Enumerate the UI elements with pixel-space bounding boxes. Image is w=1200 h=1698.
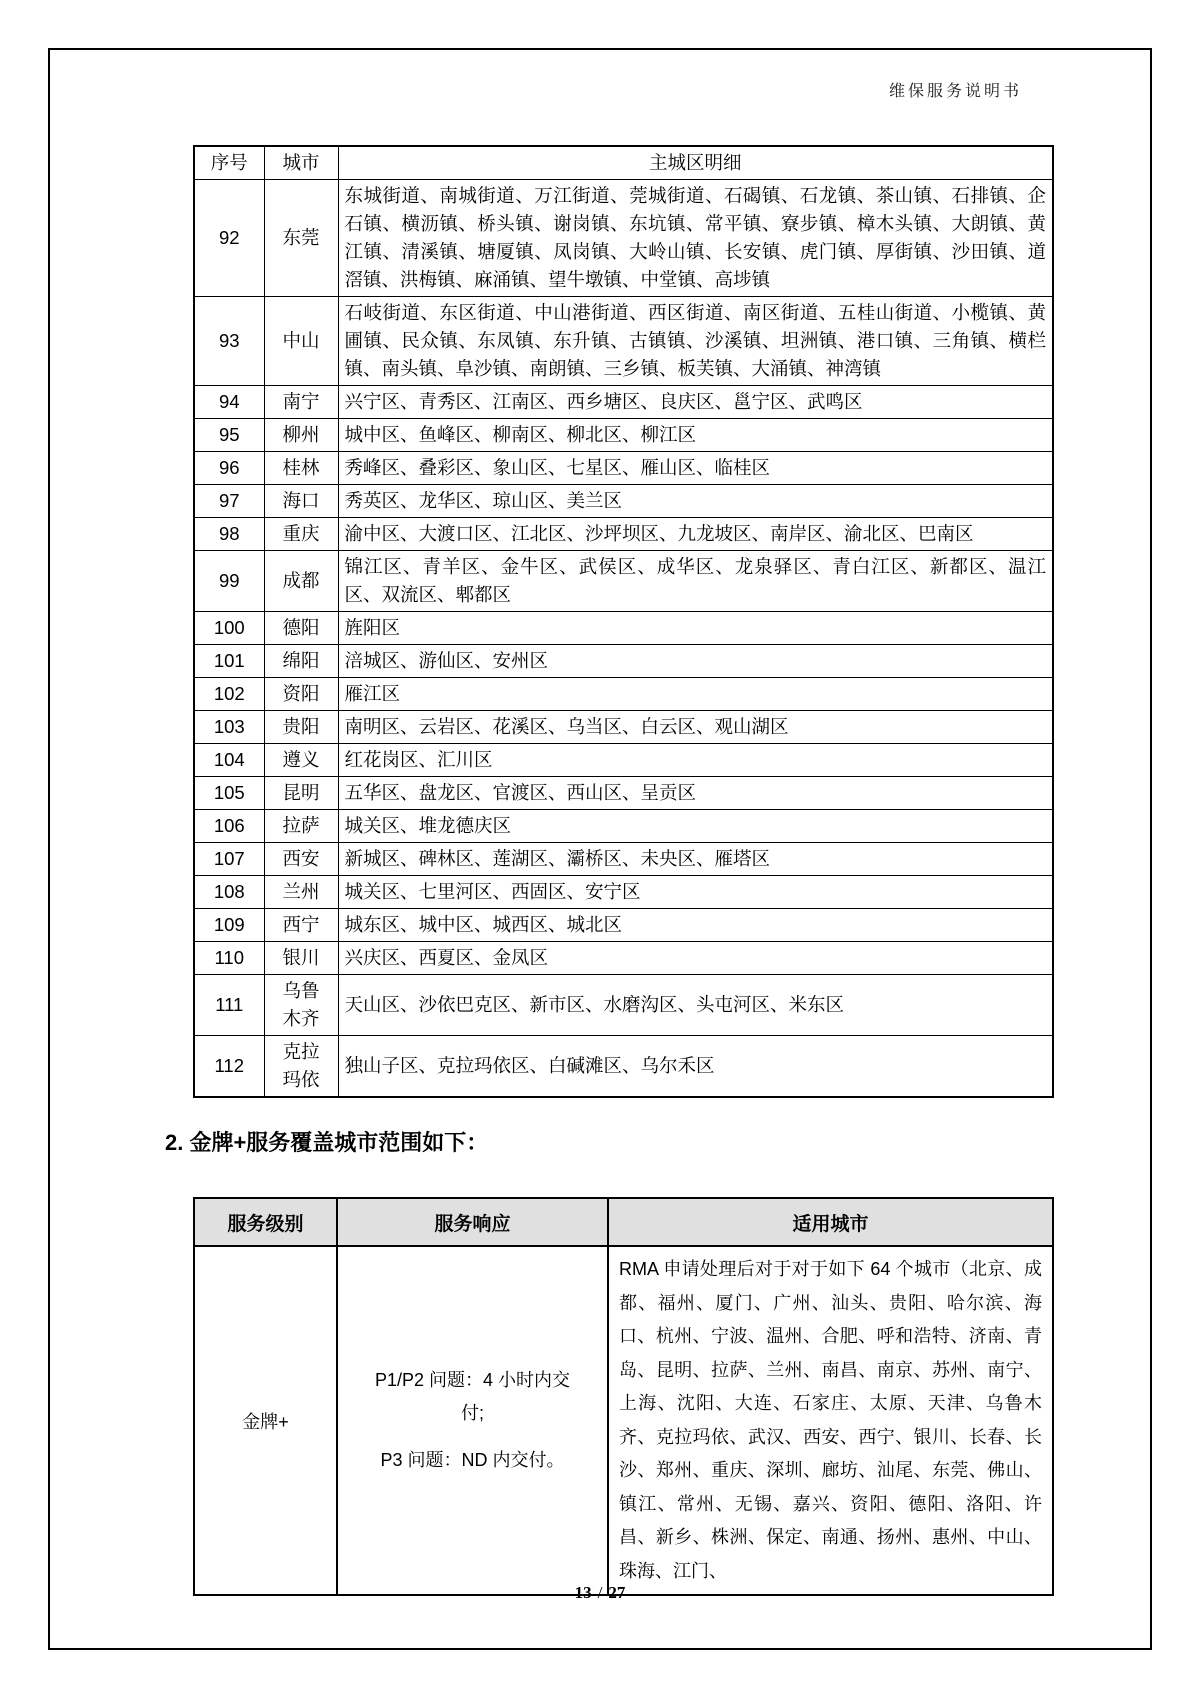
table-row bbox=[194, 1036, 1053, 1098]
table-row bbox=[194, 975, 1053, 1036]
city-name-cell: 克拉玛依 bbox=[264, 1036, 338, 1098]
table-row bbox=[194, 419, 1053, 452]
district-coverage-table bbox=[193, 145, 1054, 1098]
table-row bbox=[194, 386, 1053, 419]
city-name-cell: 中山 bbox=[264, 297, 338, 386]
districts-detail-cell: 城中区、鱼峰区、柳南区、柳北区、柳江区 bbox=[338, 419, 1053, 452]
city-name-cell: 资阳 bbox=[264, 678, 338, 711]
service-level-cell: 金牌+ bbox=[194, 1246, 337, 1595]
district-table-header-row bbox=[194, 146, 1053, 180]
districts-detail-cell: 天山区、沙依巴克区、新市区、水磨沟区、头屯河区、米东区 bbox=[338, 975, 1053, 1036]
districts-detail-cell: 雁江区 bbox=[338, 678, 1053, 711]
applicable-cities-cell: RMA 申请处理后对于对于如下 64 个城市（北京、成都、福州、厦门、广州、汕头、贵阳、哈尔滨、海口、杭州、宁波、温州、合肥、呼和浩特、济南、青岛、昆明、拉萨、兰州、南昌、南京、苏州、南宁、上海、沈阳、大连、石家庄、太原、天津、乌鲁木齐、克拉玛依、武汉、西安、西宁、银川、长春、长沙、郑州、重庆、深圳、廊坊、汕尾、东莞、佛山、镇江、常州、无锡、嘉兴、资阳、德阳、洛阳、许昌、新乡、株洲、保定、南通、扬州、惠州、中山、珠海、江门、 bbox=[608, 1246, 1053, 1595]
city-name-cell: 贵阳 bbox=[264, 711, 338, 744]
row-number-cell: 102 bbox=[194, 678, 264, 711]
districts-detail-cell: 新城区、碑林区、莲湖区、灞桥区、未央区、雁塔区 bbox=[338, 843, 1053, 876]
row-number-cell: 94 bbox=[194, 386, 264, 419]
districts-detail-cell: 兴庆区、西夏区、金凤区 bbox=[338, 942, 1053, 975]
table-row bbox=[194, 777, 1053, 810]
row-number-cell: 107 bbox=[194, 843, 264, 876]
table-row bbox=[194, 876, 1053, 909]
row-number-cell: 93 bbox=[194, 297, 264, 386]
table-row bbox=[194, 180, 1053, 297]
service-table-header-row bbox=[194, 1198, 1053, 1246]
city-name-cell: 桂林 bbox=[264, 452, 338, 485]
service-table-row bbox=[194, 1246, 1053, 1595]
table-row bbox=[194, 810, 1053, 843]
table-row bbox=[194, 518, 1053, 551]
districts-detail-cell: 城关区、堆龙德庆区 bbox=[338, 810, 1053, 843]
column-header-city: 城市 bbox=[264, 146, 338, 180]
city-name-cell: 东莞 bbox=[264, 180, 338, 297]
districts-detail-cell: 涪城区、游仙区、安州区 bbox=[338, 645, 1053, 678]
districts-detail-cell: 城东区、城中区、城西区、城北区 bbox=[338, 909, 1053, 942]
row-number-cell: 100 bbox=[194, 612, 264, 645]
column-header-applicable-cities: 适用城市 bbox=[608, 1198, 1053, 1246]
districts-detail-cell: 独山子区、克拉玛依区、白碱滩区、乌尔禾区 bbox=[338, 1036, 1053, 1098]
table-row bbox=[194, 645, 1053, 678]
page-number bbox=[0, 1583, 1200, 1603]
city-name-cell: 海口 bbox=[264, 485, 338, 518]
districts-detail-cell: 秀英区、龙华区、琼山区、美兰区 bbox=[338, 485, 1053, 518]
row-number-cell: 92 bbox=[194, 180, 264, 297]
row-number-cell: 98 bbox=[194, 518, 264, 551]
table-row bbox=[194, 551, 1053, 612]
city-name-cell: 昆明 bbox=[264, 777, 338, 810]
table-row bbox=[194, 744, 1053, 777]
row-number-cell: 101 bbox=[194, 645, 264, 678]
row-number-cell: 97 bbox=[194, 485, 264, 518]
table-row bbox=[194, 942, 1053, 975]
row-number-cell: 112 bbox=[194, 1036, 264, 1098]
table-row bbox=[194, 909, 1053, 942]
districts-detail-cell: 东城街道、南城街道、万江街道、莞城街道、石碣镇、石龙镇、茶山镇、石排镇、企石镇、横沥镇、桥头镇、谢岗镇、东坑镇、常平镇、寮步镇、樟木头镇、大朗镇、黄江镇、清溪镇、塘厦镇、凤岗镇、大岭山镇、长安镇、虎门镇、厚街镇、沙田镇、道滘镇、洪梅镇、麻涌镇、望牛墩镇、中堂镇、高埗镇 bbox=[338, 180, 1053, 297]
table-row bbox=[194, 711, 1053, 744]
row-number-cell: 105 bbox=[194, 777, 264, 810]
city-name-cell: 南宁 bbox=[264, 386, 338, 419]
column-header-service-level: 服务级别 bbox=[194, 1198, 337, 1246]
response-line-p3: P3 问题：ND 内交付。 bbox=[380, 1450, 565, 1470]
table-row bbox=[194, 612, 1053, 645]
table-row bbox=[194, 452, 1053, 485]
column-header-no: 序号 bbox=[194, 146, 264, 180]
districts-detail-cell: 红花岗区、汇川区 bbox=[338, 744, 1053, 777]
row-number-cell: 108 bbox=[194, 876, 264, 909]
page-number-current: 13 bbox=[574, 1583, 592, 1602]
city-name-cell: 柳州 bbox=[264, 419, 338, 452]
districts-detail-cell: 兴宁区、青秀区、江南区、西乡塘区、良庆区、邕宁区、武鸣区 bbox=[338, 386, 1053, 419]
row-number-cell: 109 bbox=[194, 909, 264, 942]
city-name-cell: 重庆 bbox=[264, 518, 338, 551]
table-row bbox=[194, 843, 1053, 876]
doc-header-title: 维保服务说明书 bbox=[888, 83, 1022, 100]
city-name-cell: 遵义 bbox=[264, 744, 338, 777]
districts-detail-cell: 锦江区、青羊区、金牛区、武侯区、成华区、龙泉驿区、青白江区、新都区、温江区、双流区、郫都区 bbox=[338, 551, 1053, 612]
service-level-table bbox=[193, 1197, 1054, 1596]
row-number-cell: 103 bbox=[194, 711, 264, 744]
table-row bbox=[194, 297, 1053, 386]
section-heading: 2. 金牌+服务覆盖城市范围如下： bbox=[165, 1130, 489, 1155]
row-number-cell: 104 bbox=[194, 744, 264, 777]
column-header-service-response: 服务响应 bbox=[337, 1198, 608, 1246]
table-row bbox=[194, 678, 1053, 711]
districts-detail-cell: 城关区、七里河区、西固区、安宁区 bbox=[338, 876, 1053, 909]
service-response-cell bbox=[337, 1246, 608, 1595]
table-row bbox=[194, 485, 1053, 518]
districts-detail-cell: 南明区、云岩区、花溪区、乌当区、白云区、观山湖区 bbox=[338, 711, 1053, 744]
city-name-cell: 西安 bbox=[264, 843, 338, 876]
districts-detail-cell: 渝中区、大渡口区、江北区、沙坪坝区、九龙坡区、南岸区、渝北区、巴南区 bbox=[338, 518, 1053, 551]
row-number-cell: 111 bbox=[194, 975, 264, 1036]
row-number-cell: 106 bbox=[194, 810, 264, 843]
districts-detail-cell: 旌阳区 bbox=[338, 612, 1053, 645]
city-name-cell: 绵阳 bbox=[264, 645, 338, 678]
row-number-cell: 95 bbox=[194, 419, 264, 452]
city-name-cell: 兰州 bbox=[264, 876, 338, 909]
city-name-cell: 西宁 bbox=[264, 909, 338, 942]
column-header-districts: 主城区明细 bbox=[338, 146, 1053, 180]
response-line-p1p2: P1/P2 问题：4 小时内交付; bbox=[374, 1370, 571, 1423]
districts-detail-cell: 石岐街道、东区街道、中山港街道、西区街道、南区街道、五桂山街道、小榄镇、黄圃镇、民众镇、东凤镇、东升镇、古镇镇、沙溪镇、坦洲镇、港口镇、三角镇、横栏镇、南头镇、阜沙镇、南朗镇、三乡镇、板芙镇、大涌镇、神湾镇 bbox=[338, 297, 1053, 386]
city-name-cell: 德阳 bbox=[264, 612, 338, 645]
city-name-cell: 银川 bbox=[264, 942, 338, 975]
row-number-cell: 96 bbox=[194, 452, 264, 485]
city-name-cell: 拉萨 bbox=[264, 810, 338, 843]
page-number-total: 27 bbox=[608, 1583, 626, 1602]
city-name-cell: 乌鲁木齐 bbox=[264, 975, 338, 1036]
districts-detail-cell: 秀峰区、叠彩区、象山区、七星区、雁山区、临桂区 bbox=[338, 452, 1053, 485]
row-number-cell: 99 bbox=[194, 551, 264, 612]
city-name-cell: 成都 bbox=[264, 551, 338, 612]
page-number-separator: / bbox=[597, 1583, 603, 1602]
districts-detail-cell: 五华区、盘龙区、官渡区、西山区、呈贡区 bbox=[338, 777, 1053, 810]
row-number-cell: 110 bbox=[194, 942, 264, 975]
